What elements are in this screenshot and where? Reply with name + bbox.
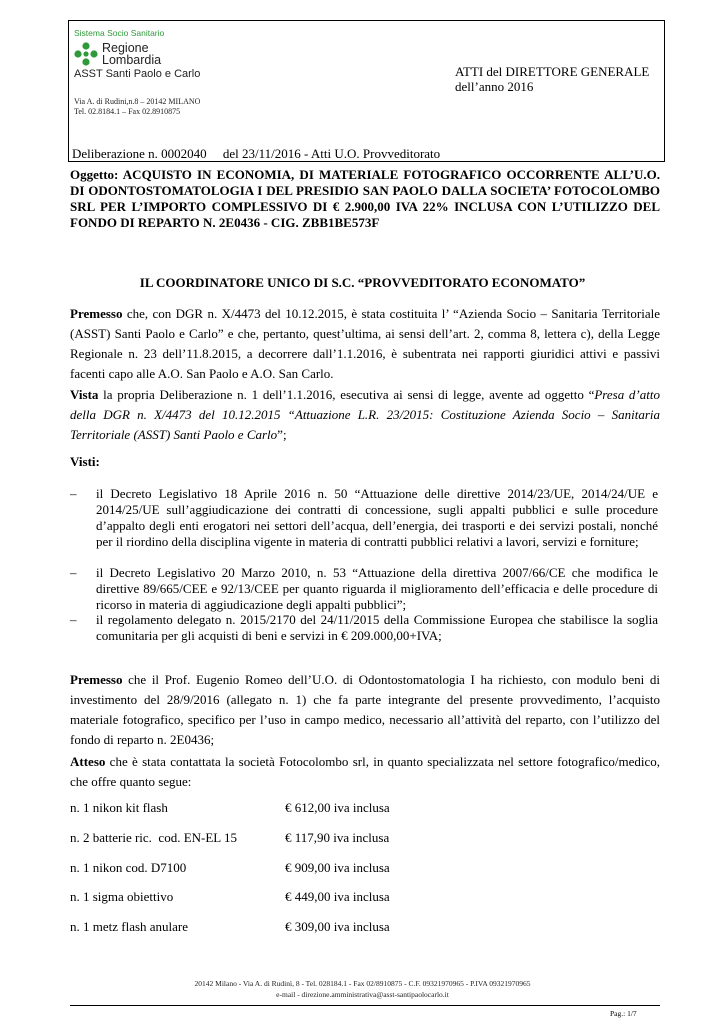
price-item-value: € 309,00 iva inclusa (285, 919, 390, 934)
list-dash: – (70, 486, 77, 501)
list-item-text: il regolamento delegato n. 2015/2170 del 24/11/2015 della Commissione Europea che stabilisce la soglia comunitaria per gli acquisti di beni e servizi in € 209.000,00+IVA; (96, 612, 658, 643)
list-dash: – (70, 612, 77, 627)
price-item-label: n. 1 sigma obiettivo (70, 889, 174, 904)
list-dash: – (70, 565, 77, 580)
price-item-label: n. 1 nikon kit flash (70, 800, 168, 815)
list-item-text: il Decreto Legislativo 18 Aprile 2016 n. 50 “Attuazione delle direttive 2014/23/UE, 2014/24/UE e 2014/25/UE sull’aggiudicazione dei contratti di concessione, sugli appalti pubblici e sulle procedure d’appalto degli enti erogatori nei settori dell’acqua, dell’energia, dei trasporti e dei servizi postali, nonché per il riordino della disciplina vigente in materia di contratti pubblici relativi a lavori, servizi e forniture; (96, 486, 658, 549)
region-line2: Lombardia (102, 53, 162, 67)
visti-label: Visti: (70, 454, 100, 469)
vista-italic: Presa d’atto della DGR n. X/4473 del 10.12.2015 “Attuazione L.R. 23/2015: Costituzione Azienda Socio – Sanitaria Territoriale (ASST) Santi Paolo e Carlo (70, 387, 660, 442)
price-item-value: € 117,90 iva inclusa (285, 830, 390, 845)
page-number: Pag.: 1/7 (610, 1009, 637, 1018)
list-item-text: il Decreto Legislativo 20 Marzo 2010, n. 53 “Attuazione della direttiva 2007/66/CE che modifica le direttive 89/665/CEE e 92/13/CEE per quanto riguarda il miglioramento dell’efficacia e delle procedure di ricorso in materia di aggiudicazione degli appalti pubblici”; (96, 565, 658, 612)
atti-header (455, 64, 649, 94)
atteso-text: che è stata contattata la società Fotocolombo srl, in quanto specializzata nel settore fotografico/medico, che offre quanto segue: (70, 754, 660, 789)
price-item-label: n. 1 nikon cod. D7100 (70, 860, 187, 875)
premesso-paragraph-1 (70, 304, 660, 384)
price-item-value: € 909,00 iva inclusa (285, 860, 390, 875)
region-line1: Regione (102, 41, 149, 55)
price-item-label: n. 2 batterie ric. cod. EN-EL 15 (70, 830, 238, 845)
premesso-paragraph-2 (70, 670, 660, 750)
oggetto-paragraph: Oggetto: ACQUISTO IN ECONOMIA, DI MATERIALE FOTOGRAFICO OCCORRENTE ALL’U.O. DI ODONTOSTOMATOLOGIA I DEL PRESIDIO SAN PAOLO DALLA SOCIETA’ FOTOCOLOMBO SRL PER L’IMPORTO COMPLESSIVO DI € 2.900,00 IVA 22% INCLUSA CON L’UTILIZZO DEL FONDO DI REPARTO N. 2E0436 - CIG. ZBB1BE573F (70, 167, 660, 230)
vista-tail: ”; (277, 427, 287, 442)
premesso-text-2: che il Prof. Eugenio Romeo dell’U.O. di Odontostomatologia I ha richiesto, con modulo beni di investimento del 28/9/2016 (allegato n. 1) che fa parte integrante del presente provvedimento, l’acquisto materiale fotografico, specifico per l’uso in campo medico, necessario all’attività del reparto, con l’utilizzo del fondo di reparto n. 2E0436; (70, 672, 660, 747)
vista-lead: Vista (70, 387, 99, 402)
footer-address: 20142 Milano - Via A. di Rudinì, 8 - Tel. 028184.1 - Fax 02/8910875 - C.F. 09321970965 - P.IVA 09321970965 (194, 979, 531, 988)
footer-email: e-mail - direzione.amministrativa@asst-santipaolocarlo.it (276, 990, 449, 999)
atti-line1: ATTI del DIRETTORE GENERALE (455, 64, 650, 79)
page-footer (0, 978, 725, 1000)
footer-divider (70, 1005, 660, 1006)
atteso-paragraph (70, 752, 660, 792)
list-item (70, 565, 660, 613)
atteso-lead: Atteso (70, 754, 106, 769)
header-address (74, 97, 200, 117)
price-item-label: n. 1 metz flash anulare (70, 919, 189, 934)
premesso-text-1: che, con DGR n. X/4473 del 10.12.2015, è stata costituita l’ “Azienda Socio – Sanitaria Territoriale (ASST) Santi Paolo e Carlo” e che, pertanto, quest’ultima, ai sensi dell’art. 2, comma 8, lettera c), della Legge Regionale n. 23 dell’11.8.2015, a decorrere dall’1.1.2016, è subentrata nei rapporti giuridici attivi e passivi facenti capo alle A.O. San Paolo e A.O. San Carlo. (70, 306, 660, 381)
address-line1: Via A. di Rudini,n.8 – 20142 MILANO (74, 97, 201, 106)
premesso-lead-1: Premesso (70, 306, 123, 321)
price-item-value: € 612,00 iva inclusa (285, 800, 390, 815)
vista-paragraph (70, 385, 660, 445)
premesso-lead-2: Premesso (70, 672, 123, 687)
system-label: Sistema Socio Sanitario (74, 28, 165, 38)
coordinator-title: IL COORDINATORE UNICO DI S.C. “PROVVEDITORATO ECONOMATO” (139, 275, 586, 290)
list-item (70, 486, 660, 562)
list-item (70, 612, 660, 644)
price-item-value: € 449,00 iva inclusa (285, 889, 390, 904)
regione-lombardia-logo-icon (74, 42, 98, 66)
region-name (102, 42, 161, 66)
atti-line2: dell’anno 2016 (455, 79, 534, 94)
vista-text: la propria Deliberazione n. 1 dell’1.1.2016, esecutiva ai sensi di legge, avente ad oggetto “ (98, 387, 595, 402)
address-line2: Tel. 02.8184.1 – Fax 02.8910875 (74, 107, 181, 116)
deliberazione-line: Deliberazione n. 0002040 del 23/11/2016 - Atti U.O. Provveditorato (72, 146, 441, 161)
asst-name: ASST Santi Paolo e Carlo (74, 68, 201, 80)
